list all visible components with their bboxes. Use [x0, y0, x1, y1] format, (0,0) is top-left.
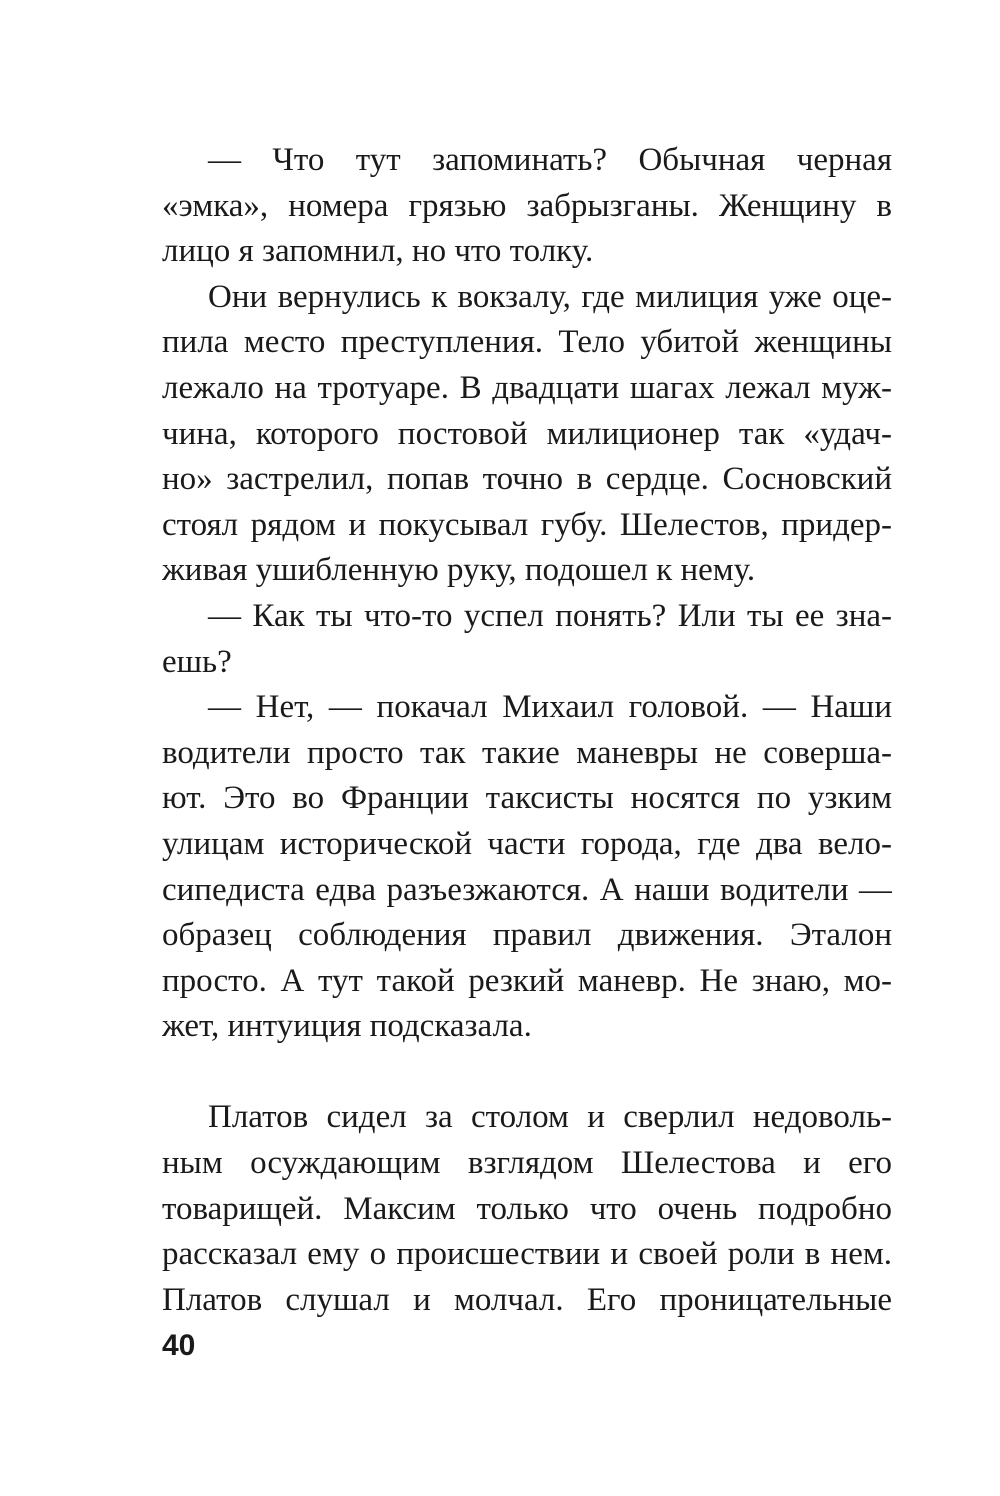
page-number: 40	[162, 1329, 196, 1362]
text-line: но» застрелил, попав точно в сердце. Сосновский	[162, 461, 892, 498]
text-line: жет, интуиция подсказала.	[162, 1008, 532, 1045]
text-line: Платов слушал и молчал. Его проницательные	[162, 1281, 892, 1318]
text-line: — Что тут запоминать? Обычная черная	[208, 142, 892, 178]
text-line: лежало на тротуаре. В двадцати шагах лежал муж-	[162, 369, 892, 406]
text-line: — Нет, — покачал Михаил головой. — Наши	[208, 689, 892, 726]
book-page-text	[162, 138, 892, 1323]
text-line: Они вернулись к вокзалу, где милиция уже оце-	[208, 278, 892, 315]
text-line: сипедиста едва разъезжаются. А наши водители —	[162, 871, 892, 908]
text-line: — Как ты что-то успел понять? Или ты ее зна-	[208, 597, 892, 634]
text-line: улицам исторической части города, где два вело-	[162, 825, 892, 862]
paragraph	[162, 594, 892, 685]
text-line: живая ушибленную руку, подошел к нему.	[162, 552, 756, 589]
text-line: образец соблюдения правил движения. Эталон	[162, 917, 892, 954]
text-line: ешь?	[162, 643, 232, 680]
text-line: Платов сидел за столом и сверлил недоволь-	[208, 1099, 892, 1136]
text-line: ют. Это во Франции таксисты носятся по узким	[162, 780, 892, 817]
text-line: стоял рядом и покусывал губу. Шелестов, придер-	[162, 506, 892, 543]
text-line: пила место преступления. Тело убитой женщины	[162, 324, 892, 361]
text-line: «эмка», номера грязью забрызганы. Женщину в	[162, 187, 892, 224]
text-line: водители просто так такие маневры не соверша-	[162, 734, 892, 771]
text-line: ным осуждающим взглядом Шелестова и его	[162, 1145, 892, 1182]
paragraph	[162, 275, 892, 594]
paragraph	[162, 1095, 892, 1323]
section-break	[162, 1050, 892, 1096]
text-line: просто. А тут такой резкий маневр. Не знаю, мо-	[162, 962, 892, 999]
text-line: рассказал ему о происшествии и своей роли в нем.	[162, 1236, 892, 1273]
paragraph	[162, 685, 892, 1050]
paragraph	[162, 138, 892, 275]
text-line: лицо я запомнил, но что толку.	[162, 233, 594, 270]
text-line: чина, которого постовой милиционер так «удач-	[162, 415, 892, 452]
text-line: товарищей. Максим только что очень подробно	[162, 1190, 892, 1227]
